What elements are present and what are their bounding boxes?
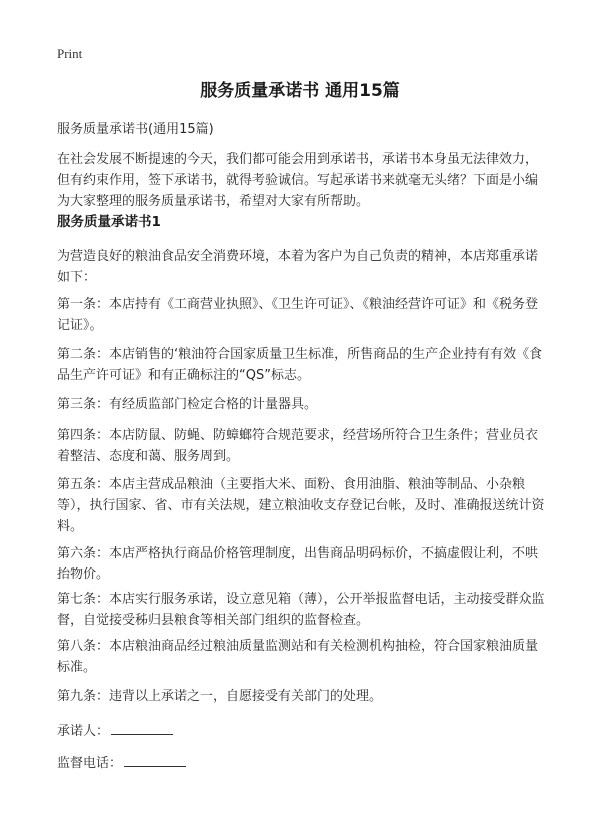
paragraph-article-4: 第四条：本店防鼠、防蝇、防蟑螂符合规范要求，经营场所符合卫生条件；营业员衣着整洁、态度和蔼、服务周到。 — [57, 428, 539, 464]
paragraph-article-6: 第六条：本店严格执行商品价格管理制度，出售商品明码标价，不搞虚假让利，不哄抬物价。 — [57, 546, 539, 582]
paragraph-preamble: 为营造良好的粮油食品安全消费环境，本着为客户为自己负责的精神，本店郑重承诺如下： — [57, 249, 539, 285]
phone-label: 监督电话： — [57, 756, 123, 771]
paragraph-article-2: 第二条：本店销售的‘粮油符合国家质量卫生标准，所售商品的生产企业持有有效《食品生产许可证》和有正确标注的“QS”标志。 — [57, 347, 543, 383]
promiser-label: 承诺人： — [57, 724, 110, 739]
document-subtitle: 服务质量承诺书(通用15篇) — [57, 122, 214, 137]
phone-blank — [124, 752, 186, 767]
paragraph-article-8: 第八条：本店粮油商品经过粮油质量监测站和有关检测机构抽检，符合国家粮油质量标准。 — [57, 639, 539, 675]
intro-paragraph: 在社会发展不断提速的今天，我们都可能会用到承诺书，承诺书本身虽无法律效力，但有约束作用，签下承诺书，就得考验诚信。写起承诺书来就毫无头绪？下面是小编为大家整理的服务质量承诺书，希望对大家有所帮助。 — [57, 152, 539, 209]
promiser-blank — [111, 720, 173, 735]
paragraph-article-9: 第九条：违背以上承诺之一，自愿接受有关部门的处理。 — [57, 689, 383, 704]
phone-field — [57, 752, 186, 774]
print-link[interactable]: Print — [57, 46, 83, 61]
section-heading: 服务质量承诺书1 — [57, 214, 161, 230]
paragraph-article-7: 第七条：本店实行服务承诺，设立意见箱（薄），公开举报监督电话，主动接受群众监督，自觉接受秭归县粮食等相关部门组织的监督检查。 — [57, 592, 545, 628]
promiser-field — [57, 720, 173, 742]
paragraph-article-1: 第一条：本店持有《工商营业执照》、《卫生许可证》、《粮油经营许可证》和《税务登记证》。 — [57, 297, 539, 333]
paragraph-article-3: 第三条：有经质监部门检定合格的计量器具。 — [57, 397, 318, 412]
document-title: 服务质量承诺书 通用15篇 — [200, 81, 400, 101]
paragraph-article-5: 第五条：本店主营成品粮油（主要指大米、面粉、食用油脂、粮油等制品、小杂粮等），执行国家、省、市有关法规，建立粮油收支存登记台帐，及时、准确报送统计资料。 — [57, 477, 545, 534]
